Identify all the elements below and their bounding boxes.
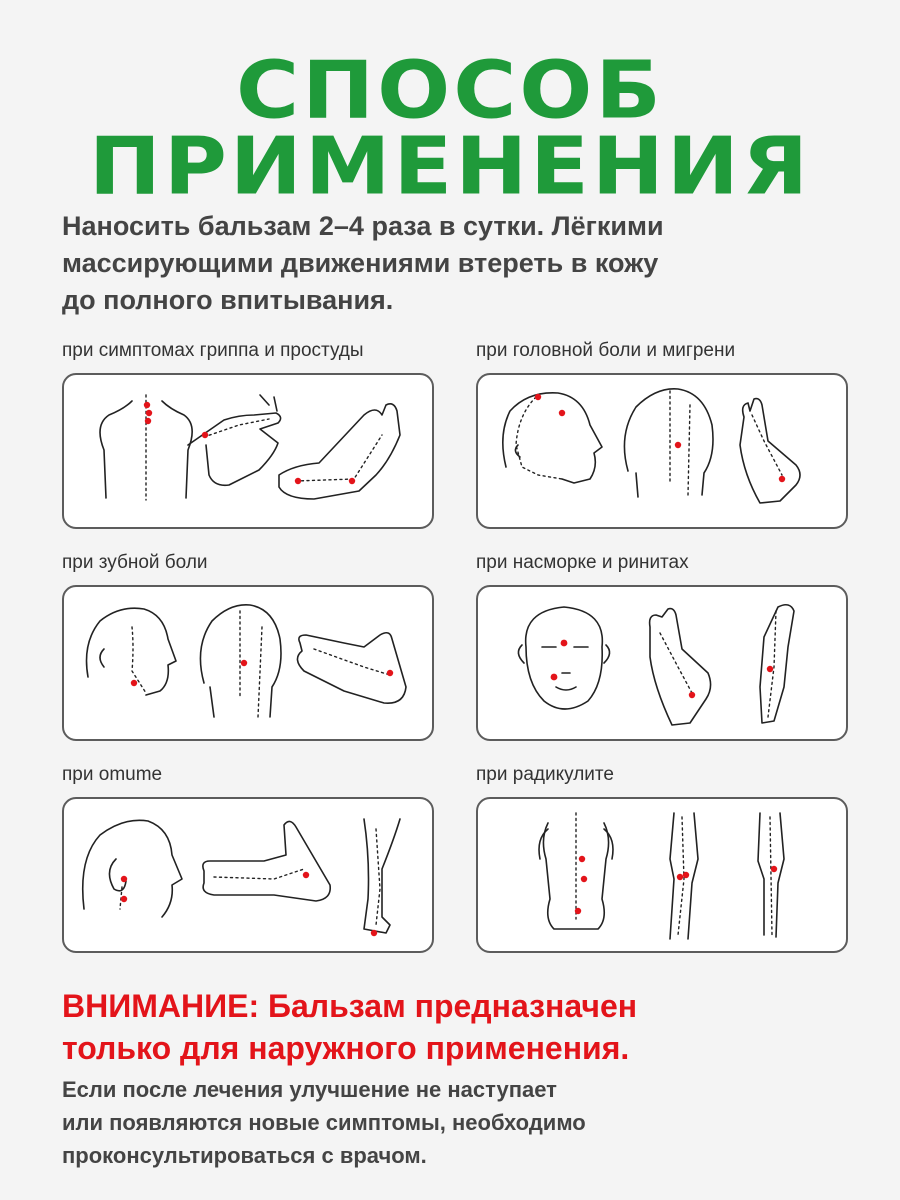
- warning-text: [62, 985, 862, 1069]
- palm-icon: [650, 609, 711, 725]
- section-label-radiculitis: при радикулите: [476, 764, 614, 785]
- section-card-otitis: [62, 797, 434, 953]
- section-label-headache: при головной боли и мигрени: [476, 340, 736, 361]
- section-card-toothache: [62, 585, 434, 741]
- note-line: или появляются новые симптомы, необходимо: [62, 1110, 586, 1135]
- hand-icon: [188, 395, 281, 485]
- section-card-radiculitis: [476, 797, 848, 953]
- section-label-flu: при симптомах гриппа и простуды: [62, 340, 364, 361]
- head-profile-icon: [503, 393, 602, 483]
- warning-line: ВНИМАНИЕ: Бальзам предназначен: [62, 988, 638, 1024]
- note-line: проконсультироваться с врачом.: [62, 1143, 427, 1168]
- head-back-icon: [200, 605, 281, 717]
- section-label-toothache: при зубной боли: [62, 552, 208, 573]
- leg-front-icon: [670, 813, 698, 939]
- ear-head-icon: [83, 820, 182, 917]
- face-icon: [518, 607, 609, 709]
- intro-line: массирующими движениями втереть в кожу: [62, 248, 659, 278]
- leg-icon: [364, 819, 400, 936]
- note-line: Если после лечения улучшение не наступает: [62, 1077, 557, 1102]
- usage-instructions: [62, 208, 852, 319]
- leg-back-icon: [758, 813, 784, 937]
- intro-line: до полного впитывания.: [62, 285, 394, 315]
- section-label-rhinitis: при насморке и ринитах: [476, 552, 689, 573]
- palm-icon: [279, 404, 400, 499]
- arm-icon: [760, 605, 794, 723]
- page-title-line-2: ПРИМЕНЕНИЯ: [88, 121, 812, 213]
- intro-line: Наносить бальзам 2–4 раза в сутки. Лёгкими: [62, 211, 664, 241]
- back-icon: [100, 395, 192, 500]
- head-profile-icon: [87, 608, 177, 695]
- section-card-flu: [62, 373, 434, 529]
- section-card-headache: [476, 373, 848, 529]
- page-title-line-1: СПОСОБ: [236, 45, 664, 137]
- palm-icon: [740, 399, 800, 503]
- hand-icon: [203, 821, 330, 901]
- hand-icon: [297, 633, 406, 703]
- warning-line: только для наружного применения.: [62, 1030, 630, 1066]
- lower-back-icon: [539, 813, 613, 929]
- section-card-rhinitis: [476, 585, 848, 741]
- doctor-note: [62, 1073, 862, 1172]
- section-label-otitis: при omume: [62, 764, 163, 785]
- head-back-icon: [624, 389, 713, 497]
